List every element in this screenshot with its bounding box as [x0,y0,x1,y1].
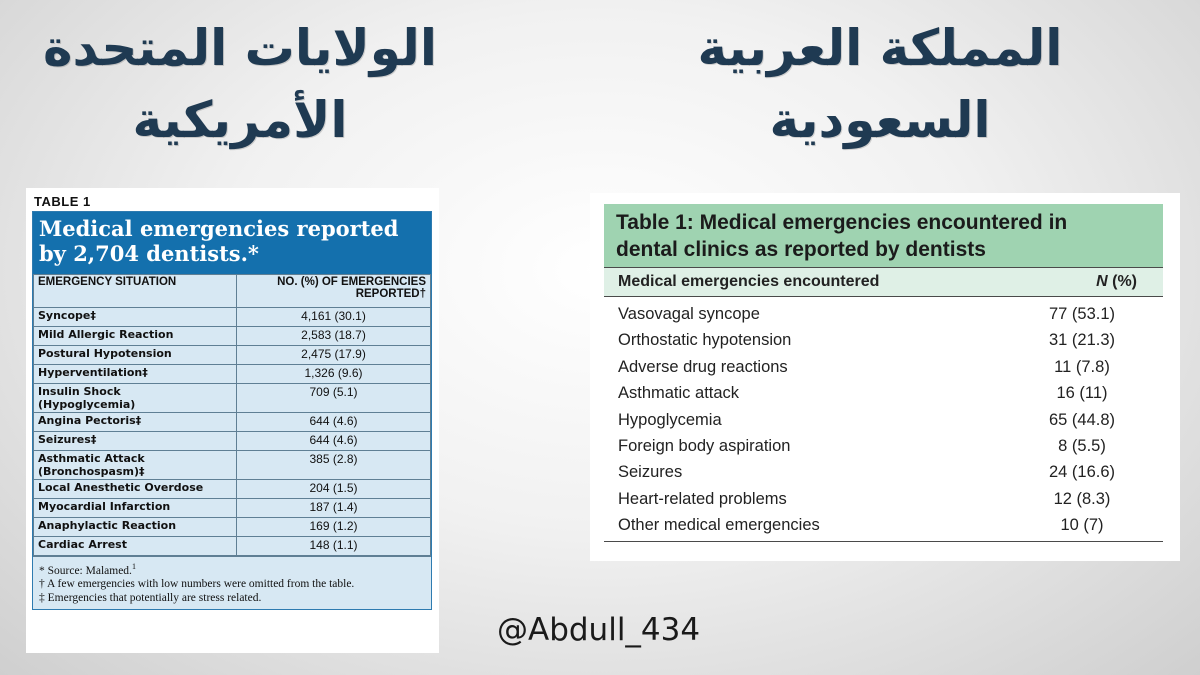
ksa-heading [680,12,1080,156]
value-cell: 169 (1.2) [237,518,431,537]
usa-table-label: TABLE 1 [34,194,91,209]
ksa-header-row [604,268,1163,297]
situation-line1: Insulin Shock [38,385,121,398]
usa-table-box [32,211,432,610]
situation-line2: (Hypoglycemia) [38,398,136,411]
emergency-name: Hypoglycemia [618,410,722,429]
ksa-col-count [1096,273,1137,291]
emergency-name: Foreign body aspiration [618,436,791,455]
situation-cell: Anaphylactic Reaction [34,518,237,537]
footnote-omitted: † A few emergencies with low numbers were omitted from the table. [39,578,355,591]
emergency-name: Vasovagal syncope [618,305,760,323]
table-row [34,537,431,556]
table-row [34,327,431,346]
value-cell: 187 (1.4) [237,499,431,518]
value-cell: 2,475 (17.9) [237,346,431,365]
table-row [34,451,431,480]
value-cell: 385 (2.8) [237,451,431,480]
value-cell: 709 (5.1) [237,384,431,413]
usa-title-line2: by 2,704 dentists.* [39,241,259,266]
ksa-title-line1: Table 1: Medical emergencies encountered in [616,211,1068,234]
table-row [34,518,431,537]
usa-heading [40,12,440,156]
ksa-heading-line1: المملكة العربية [697,19,1063,77]
situation-cell: Syncope‡ [34,308,237,327]
emergency-name: Seizures [618,463,683,482]
table-row [604,354,1163,380]
ksa-col-emergency: Medical emergencies encountered [618,273,880,290]
emergency-name: Orthostatic hypotension [618,331,792,350]
ksa-col-n: N [1096,273,1108,290]
situation-cell: Myocardial Infarction [34,499,237,518]
emergency-name: Asthmatic attack [618,384,740,403]
emergency-count: 10 (7) [1060,516,1104,535]
table-row [34,384,431,413]
ksa-col-pct: (%) [1107,273,1137,290]
footnote-source-ref: 1 [131,562,136,571]
usa-col-count [237,275,431,308]
usa-header-row [34,275,431,308]
emergency-count: 31 (21.3) [1048,331,1116,350]
situation-cell: Cardiac Arrest [34,537,237,556]
emergency-count: 11 (7.8) [1054,357,1110,376]
situation-cell [34,384,237,413]
footnote-stress: ‡ Emergencies that potentially are stress related. [39,591,262,604]
usa-title-line1: Medical emergencies reported [39,216,399,241]
situation-cell: Seizures‡ [34,432,237,451]
ksa-heading-line2: السعودية [769,91,991,149]
table-row [34,480,431,499]
table-row [34,413,431,432]
value-cell: 1,326 (9.6) [237,365,431,384]
usa-heading-line1: الولايات المتحدة [43,19,437,77]
value-cell: 148 (1.1) [237,537,431,556]
table-row [34,308,431,327]
footnote-source [39,560,425,578]
ksa-table-title [604,204,1163,268]
ksa-table-card [590,193,1180,561]
table-row [604,327,1163,353]
table-row [604,380,1163,406]
emergency-count: 77 (53.1) [1048,305,1116,323]
emergency-count: 65 (44.8) [1048,410,1116,429]
usa-col-situation: EMERGENCY SITUATION [34,275,237,308]
value-cell: 644 (4.6) [237,432,431,451]
table-row [604,459,1163,485]
usa-col-count-line2: REPORTED† [355,288,426,300]
usa-table-card [26,188,439,653]
emergency-name: Heart-related problems [618,489,787,508]
usa-emergency-table [33,274,431,556]
table-row [604,301,1163,327]
situation-cell: Mild Allergic Reaction [34,327,237,346]
emergency-count: 16 (11) [1056,384,1108,403]
table-row [34,499,431,518]
table-row [34,346,431,365]
table-row [604,512,1163,538]
ksa-table-body [604,297,1163,542]
author-handle: @Abdull_434 [497,612,701,648]
emergency-count: 24 (16.6) [1048,463,1116,482]
table-row [34,432,431,451]
value-cell: 204 (1.5) [237,480,431,499]
table-row [604,433,1163,459]
table-row [34,365,431,384]
usa-heading-line2: الأمريكية [132,91,348,149]
situation-line1: Asthmatic Attack [38,452,145,465]
situation-cell: Angina Pectoris‡ [34,413,237,432]
value-cell: 644 (4.6) [237,413,431,432]
situation-line2: (Bronchospasm)‡ [38,465,145,478]
footnote-source-text: * Source: Malamed. [39,564,132,577]
emergency-name: Adverse drug reactions [618,357,788,376]
value-cell: 4,161 (30.1) [237,308,431,327]
ksa-title-line2: dental clinics as reported by dentists [616,238,986,261]
table-row [604,486,1163,512]
table-row [604,407,1163,433]
value-cell: 2,583 (18.7) [237,327,431,346]
situation-cell [34,451,237,480]
situation-cell: Postural Hypotension [34,346,237,365]
emergency-count: 8 (5.5) [1058,436,1106,455]
emergency-name: Other medical emergencies [618,516,820,535]
situation-cell: Local Anesthetic Overdose [34,480,237,499]
emergency-count: 12 (8.3) [1053,489,1111,508]
usa-table-title [33,212,431,274]
situation-cell: Hyperventilation‡ [34,365,237,384]
usa-col-count-line1: NO. (%) OF EMERGENCIES [277,276,426,288]
usa-table-footnotes [33,556,431,609]
